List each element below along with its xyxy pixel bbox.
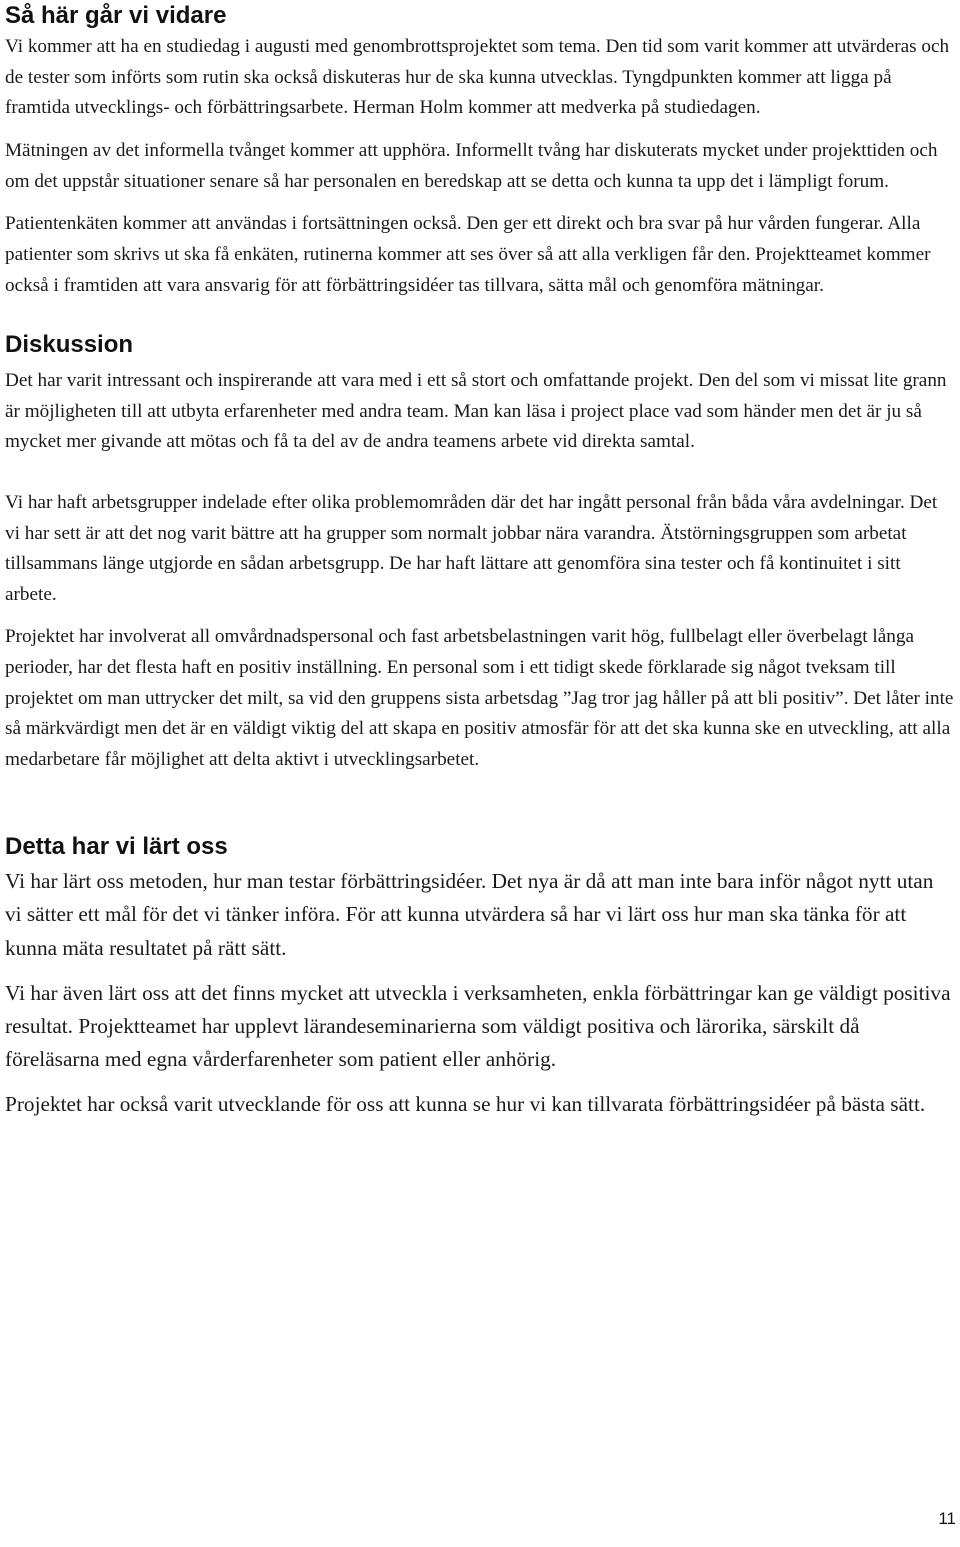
- section-heading: Så här går vi vidare: [5, 2, 227, 29]
- section-diskussion: [5, 331, 955, 775]
- section-sa-har-gar-vi-vidare: [5, 2, 955, 301]
- section-detta-har-vi-lart-oss: [5, 833, 955, 1121]
- paragraph: Vi har haft arbetsgrupper indelade efter olika problemområden där det har ingått personal från båda våra avdelningar. Det vi har sett är att det nog varit bättre att ha grupper som normalt jobbar nära varandra. Ätstörningsgruppen som arbetat tillsammans länge utgjorde en sådan arbetsgrupp. De har haft lättare att genomföra sina tester och få kontinuitet i sitt arbete.: [5, 492, 938, 605]
- paragraph: Vi har även lärt oss att det finns mycket att utveckla i verksamheten, enkla förbättringar kan ge väldigt positiva resultat. Projektteamet har upplevt lärandeseminarierna som väldigt positiva och lärorika, särskilt då föreläsarna med egna vårderfarenheter som patient eller anhörig.: [5, 980, 951, 1072]
- paragraph: Det har varit intressant och inspirerande att vara med i ett så stort och omfattande projekt. Den del som vi missat lite grann är möjligheten till att utbyta erfarenheter med andra team. Man kan läsa i project place vad som händer men det är ju så mycket mer givande att mötas och få ta del av de andra teamens arbete vid direkta samtal.: [5, 370, 947, 453]
- paragraph: Mätningen av det informella tvånget kommer att upphöra. Informellt tvång har diskuterats mycket under projekttiden och om det uppstår situationer senare så har personalen en beredskap att se detta och kunna ta upp det i lämpligt forum.: [5, 139, 938, 192]
- document-page: [5, 0, 955, 1122]
- section-heading: Detta har vi lärt oss: [5, 833, 228, 861]
- section-heading: Diskussion: [5, 331, 134, 359]
- paragraph: Projektet har också varit utvecklande för oss att kunna se hur vi kan tillvarata förbättringsidéer på bästa sätt.: [5, 1092, 926, 1117]
- paragraph: Patientenkäten kommer att användas i fortsättningen också. Den ger ett direkt och bra svar på hur vården fungerar. Alla patienter som skrivs ut ska få enkäten, rutinerna kommer att ses över så att alla verkligen får den. Projektteamet kommer också i framtiden att vara ansvarig för att förbättringsidéer tas tillvara, sätta mål och genomföra mätningar.: [5, 213, 931, 296]
- paragraph: Projektet har involverat all omvårdnadspersonal och fast arbetsbelastningen varit hög, fullbelagt eller överbelagt långa perioder, har det flesta haft en positiv inställning. En personal som i ett tidigt skede förklarade sig något tveksam till projektet om man uttrycker det milt, sa vid den gruppens sista arbetsdag ”Jag tror jag håller på att bli positiv”. Det låter inte så märkvärdigt men det är en väldigt viktig del att skapa en positiv atmosfär för att det ska kunna ske en utveckling, att alla medarbetare får möjlighet att delta aktivt i utvecklingsarbetet.: [5, 626, 954, 770]
- page-number: 11: [938, 1509, 956, 1528]
- paragraph: Vi kommer att ha en studiedag i augusti med genombrottsprojektet som tema. Den tid som varit kommer att utvärderas och de tester som införts som rutin ska också diskuteras hur de ska kunna utvecklas. Tyngdpunkten kommer att ligga på framtida utvecklings- och förbättringsarbete. Herman Holm kommer att medverka på studiedagen.: [5, 35, 950, 119]
- paragraph: Vi har lärt oss metoden, hur man testar förbättringsidéer. Det nya är då att man inte bara inför något nytt utan vi sätter ett mål för det vi tänker införa. För att kunna utvärdera så har vi lärt oss hur man ska tänka för att kunna mäta resultatet på rätt sätt.: [5, 869, 934, 960]
